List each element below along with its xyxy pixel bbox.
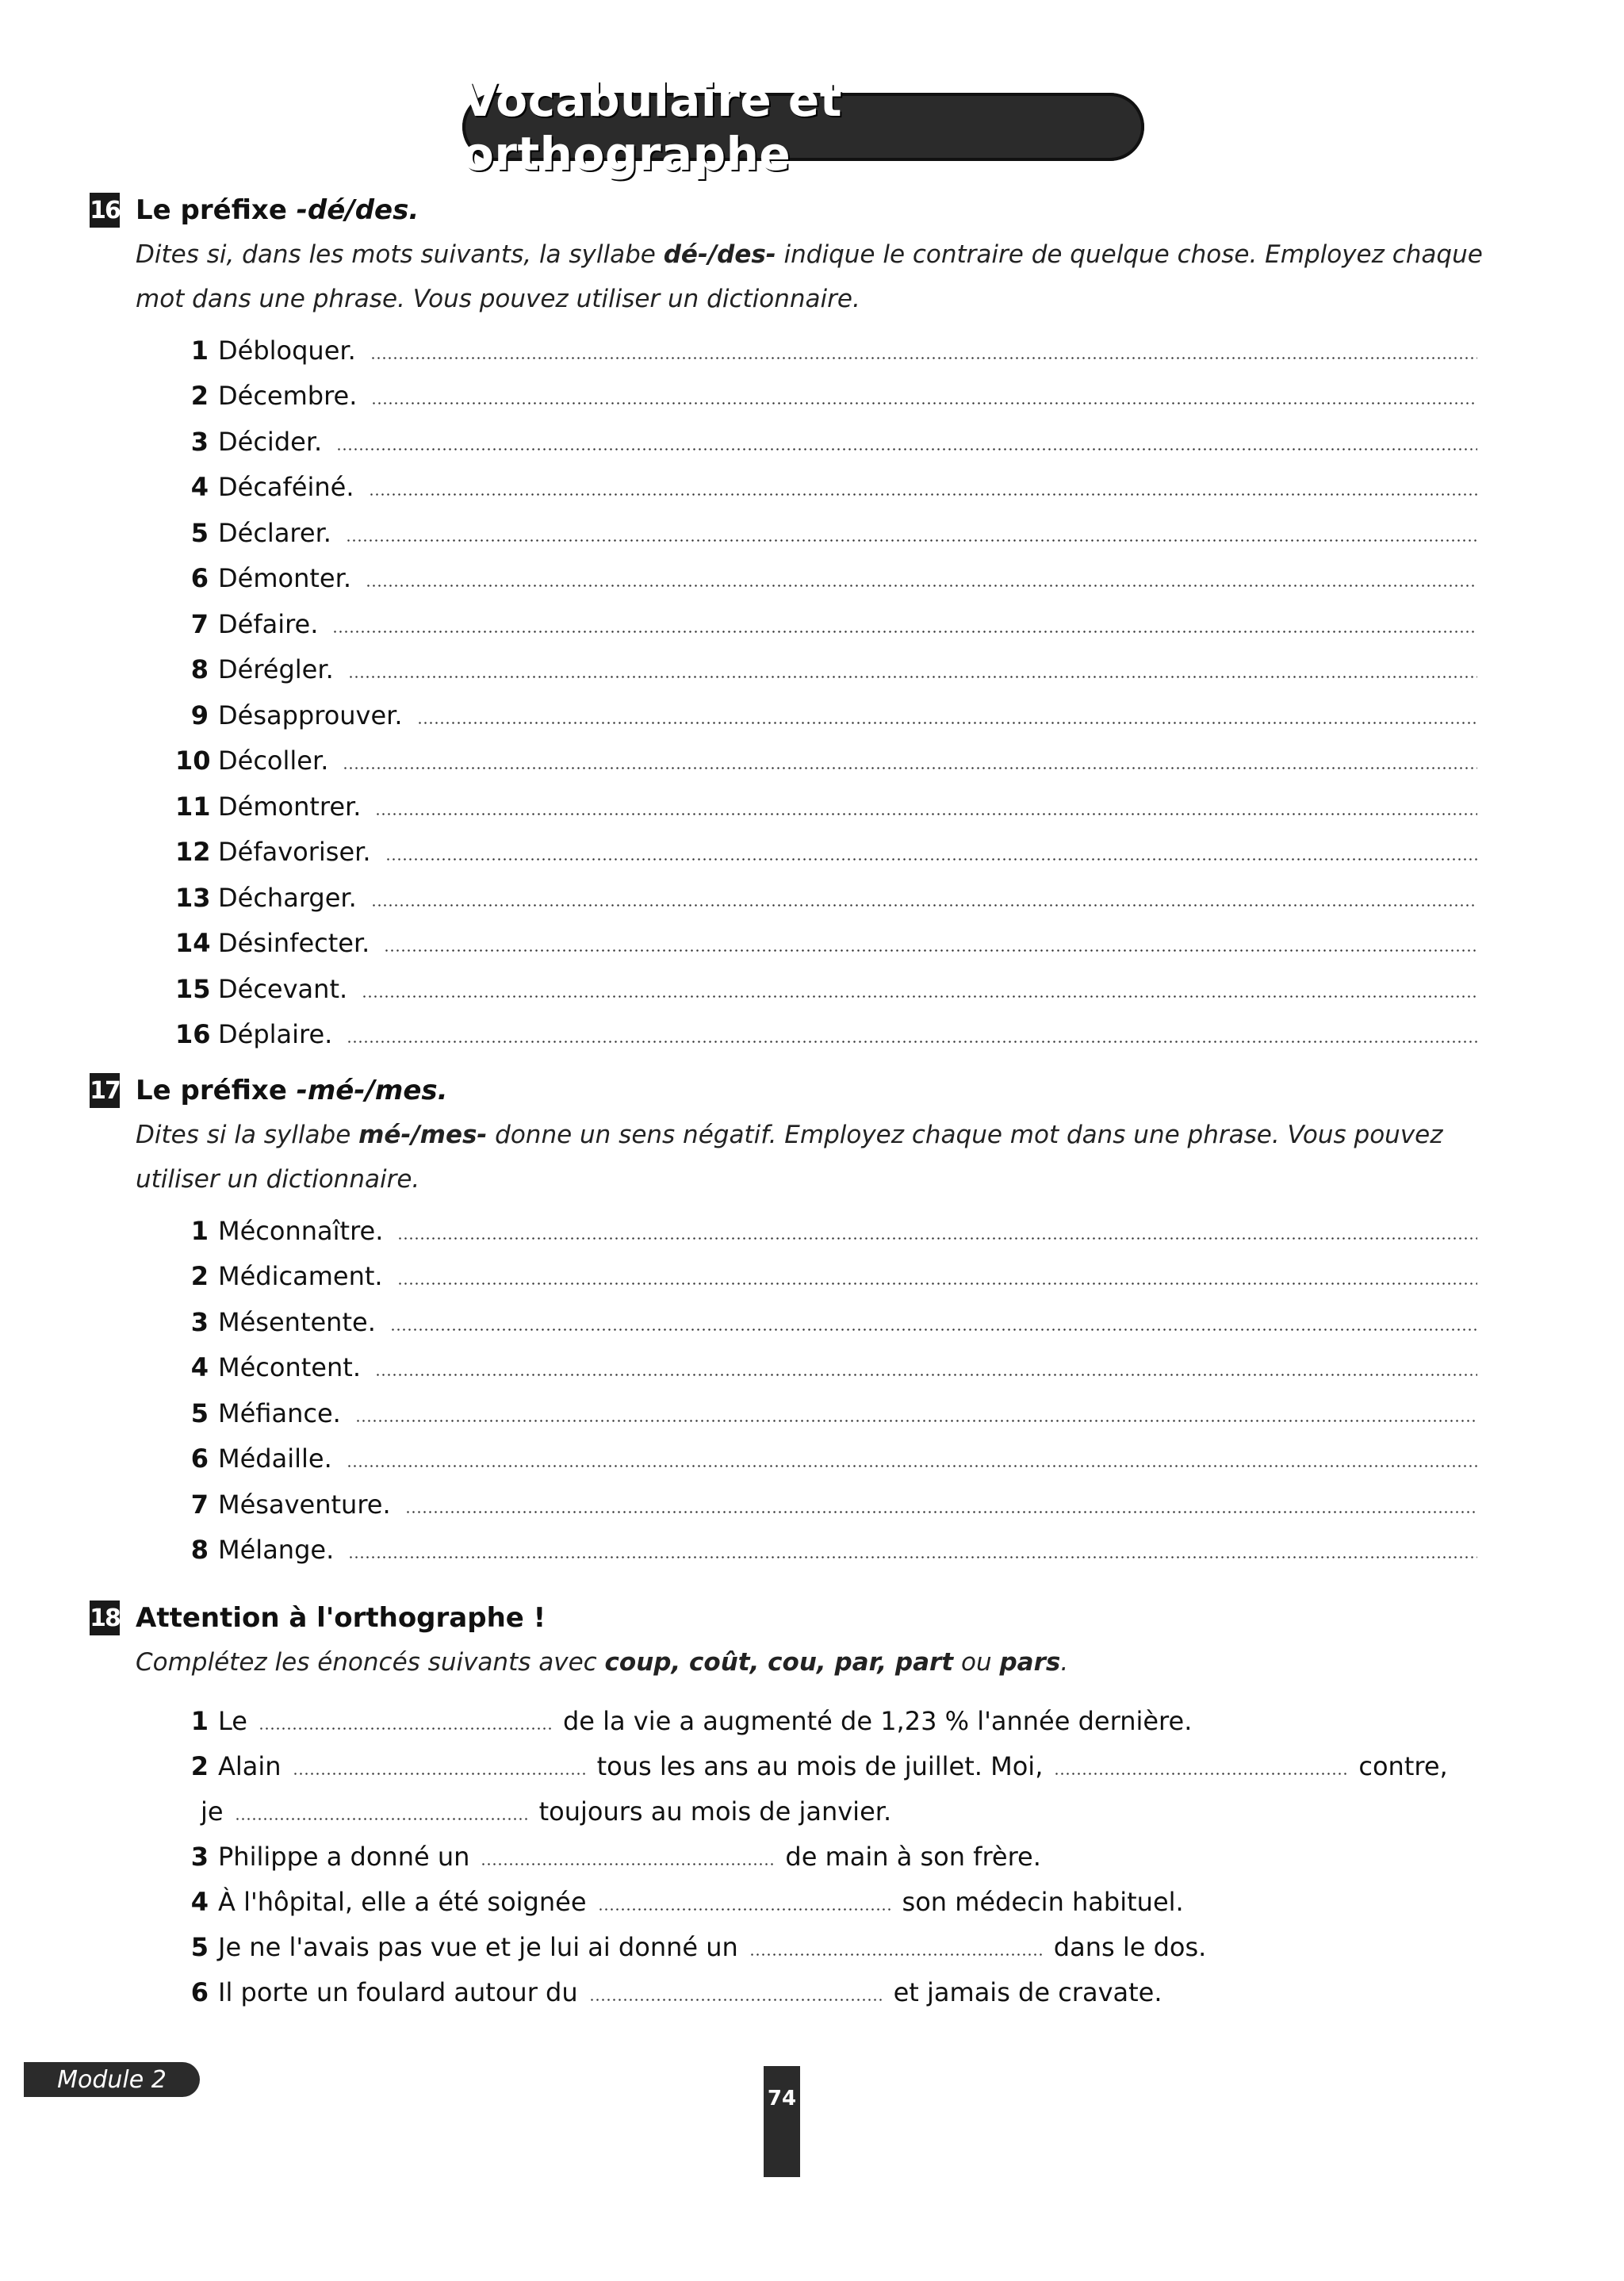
item-number: 4 — [190, 472, 209, 502]
answer-line[interactable] — [390, 1328, 1477, 1331]
item-word: Décharger. — [218, 882, 357, 913]
item-number: 5 — [190, 517, 209, 548]
item-number: 9 — [190, 700, 209, 730]
item-word: Démonter. — [218, 563, 351, 593]
item-number: 5 — [190, 1397, 209, 1428]
exercise-title: Attention à l'orthographe ! — [136, 1602, 546, 1634]
answer-line[interactable] — [397, 1282, 1477, 1285]
exercise-item — [175, 550, 1477, 596]
answer-line[interactable] — [371, 904, 1477, 907]
exercise-title: Le préfixe -dé/des. — [136, 194, 419, 226]
item-number: 15 — [175, 973, 211, 1004]
module-tab: Module 2 — [24, 2062, 200, 2097]
exercise-number: 18 — [90, 1601, 120, 1635]
exercise-item — [175, 367, 1477, 413]
exercise-instructions: Dites si la syllabe mé-/mes- donne un sens négatif. Employez chaque mot dans une phrase. Vous pouvez utiliser un dictionnaire. — [136, 1121, 1443, 1194]
item-number: 13 — [175, 882, 211, 913]
exercise-item — [175, 1248, 1477, 1294]
item-number: 4 — [190, 1352, 209, 1382]
exercise-item — [175, 1475, 1477, 1521]
fill-row: je toujours au mois de janvier. — [201, 1796, 892, 1827]
answer-line[interactable] — [375, 1374, 1477, 1376]
exercise-item — [175, 1384, 1477, 1430]
item-word: Démontrer. — [218, 791, 362, 822]
blank-field[interactable] — [481, 1863, 774, 1865]
answer-line[interactable] — [369, 493, 1477, 496]
answer-line[interactable] — [347, 1465, 1477, 1467]
exercise-number: 16 — [90, 193, 120, 228]
fill-row: 6 Il porte un foulard autour du et jamais de cravate. — [190, 1977, 1162, 2007]
answer-line[interactable] — [347, 1041, 1477, 1043]
item-word: Médicament. — [218, 1261, 383, 1291]
exercise-item — [175, 1202, 1477, 1248]
blank-field[interactable] — [589, 1999, 883, 2001]
exercise-item — [175, 641, 1477, 687]
answer-line[interactable] — [343, 767, 1477, 769]
fill-row: 1 Le de la vie a augmenté de 1,23 % l'année dernière. — [190, 1706, 1193, 1736]
item-word: Décembre. — [218, 381, 358, 411]
exercise-title: Le préfixe -mé-/mes. — [136, 1075, 448, 1106]
answer-line[interactable] — [370, 357, 1477, 359]
item-word: Méfiance. — [218, 1397, 341, 1428]
item-number: 2 — [190, 1261, 209, 1291]
answer-line[interactable] — [362, 995, 1477, 998]
item-word: Méconnaître. — [218, 1215, 384, 1246]
answer-line[interactable] — [366, 585, 1477, 587]
item-number: 2 — [190, 381, 209, 411]
item-number: 14 — [175, 928, 211, 958]
item-word: Dérégler. — [218, 654, 334, 684]
answer-line[interactable] — [375, 813, 1477, 815]
exercise-item — [175, 777, 1477, 823]
exercise-18 — [90, 1596, 1477, 2011]
blank-field[interactable] — [293, 1773, 586, 1775]
exercise-item — [175, 1293, 1477, 1339]
exercise-items — [175, 321, 1477, 1051]
answer-line[interactable] — [348, 676, 1477, 678]
blank-field[interactable] — [598, 1908, 891, 1911]
item-number: 8 — [190, 654, 209, 684]
item-number: 8 — [190, 1535, 209, 1565]
exercise-items — [175, 1202, 1477, 1566]
blank-field[interactable] — [259, 1727, 552, 1730]
fill-row: 2 Alain tous les ans au mois de juillet. Moi, contre, — [190, 1751, 1448, 1781]
exercise-item — [175, 1521, 1477, 1567]
item-word: Décoller. — [218, 746, 329, 776]
item-word: Décevant. — [218, 973, 348, 1004]
answer-line[interactable] — [384, 949, 1477, 952]
item-number: 3 — [190, 1306, 209, 1337]
item-word: Désinfecter. — [218, 928, 370, 958]
answer-line[interactable] — [405, 1511, 1477, 1513]
answer-line[interactable] — [371, 402, 1477, 404]
exercise-item — [175, 960, 1477, 1006]
fill-row: 4 À l'hôpital, elle a été soignée son médecin habituel. — [190, 1887, 1184, 1917]
answer-line[interactable] — [332, 631, 1477, 633]
exercise-item — [175, 1339, 1477, 1385]
exercise-item — [175, 686, 1477, 732]
exercise-16 — [90, 188, 1483, 1051]
answer-line[interactable] — [348, 1556, 1477, 1558]
item-number: 7 — [190, 608, 209, 639]
item-number: 7 — [190, 1489, 209, 1520]
item-word: Désapprouver. — [218, 700, 403, 730]
item-number: 12 — [175, 837, 211, 867]
exercise-item — [175, 914, 1477, 960]
blank-field[interactable] — [1054, 1773, 1347, 1775]
item-word: Défaire. — [218, 608, 319, 639]
item-word: Mécontent. — [218, 1352, 361, 1382]
exercise-instructions: Dites si, dans les mots suivants, la syllabe dé-/des- indique le contraire de quelque chose. Employez chaque mot dans une phrase. Vous pouvez utiliser un dictionnaire. — [136, 240, 1483, 313]
fill-row: 5 Je ne l'avais pas vue et je lui ai donné un dans le dos. — [190, 1932, 1207, 1962]
fill-row: 3 Philippe a donné un de main à son frère. — [190, 1842, 1041, 1872]
exercise-item — [175, 321, 1477, 367]
item-number: 11 — [175, 791, 211, 822]
answer-line[interactable] — [336, 448, 1477, 450]
blank-field[interactable] — [235, 1818, 528, 1820]
item-word: Décaféiné. — [218, 472, 354, 502]
exercise-item — [175, 823, 1477, 869]
item-word: Décider. — [218, 426, 323, 457]
exercise-item — [175, 595, 1477, 641]
item-word: Mésentente. — [218, 1306, 376, 1337]
answer-line[interactable] — [346, 539, 1477, 542]
exercise-instructions: Complétez les énoncés suivants avec coup, coût, cou, par, part ou pars. — [136, 1648, 1069, 1677]
exercise-item — [175, 1430, 1477, 1476]
page-title: Vocabulaire et orthographe — [462, 73, 842, 181]
answer-line[interactable] — [397, 1237, 1477, 1240]
exercise-number: 17 — [90, 1073, 120, 1108]
item-word: Déclarer. — [218, 517, 331, 548]
item-number: 1 — [190, 1215, 209, 1246]
item-word: Mésaventure. — [218, 1489, 391, 1520]
exercise-item — [175, 1006, 1477, 1052]
exercise-item — [175, 732, 1477, 778]
item-number: 1 — [190, 335, 209, 366]
item-word: Médaille. — [218, 1443, 332, 1474]
title-banner — [462, 73, 1144, 181]
exercise-item — [175, 412, 1477, 458]
item-number: 16 — [175, 1019, 211, 1049]
exercise-17 — [90, 1068, 1477, 1566]
exercise-item — [175, 504, 1477, 550]
item-number: 3 — [190, 426, 209, 457]
item-number: 10 — [175, 746, 211, 776]
item-word: Débloquer. — [218, 335, 356, 366]
answer-line[interactable] — [385, 858, 1477, 861]
item-word: Mélange. — [218, 1535, 335, 1565]
blank-field[interactable] — [749, 1953, 1043, 1956]
item-word: Déplaire. — [218, 1019, 333, 1049]
answer-line[interactable] — [417, 722, 1477, 724]
page-number: 74 — [764, 2066, 800, 2177]
item-word: Défavoriser. — [218, 837, 371, 867]
exercise-item — [175, 868, 1477, 914]
item-number: 6 — [190, 1443, 209, 1474]
exercise-items — [175, 1694, 1477, 2011]
item-number: 6 — [190, 563, 209, 593]
answer-line[interactable] — [355, 1420, 1477, 1422]
exercise-item — [175, 458, 1477, 504]
